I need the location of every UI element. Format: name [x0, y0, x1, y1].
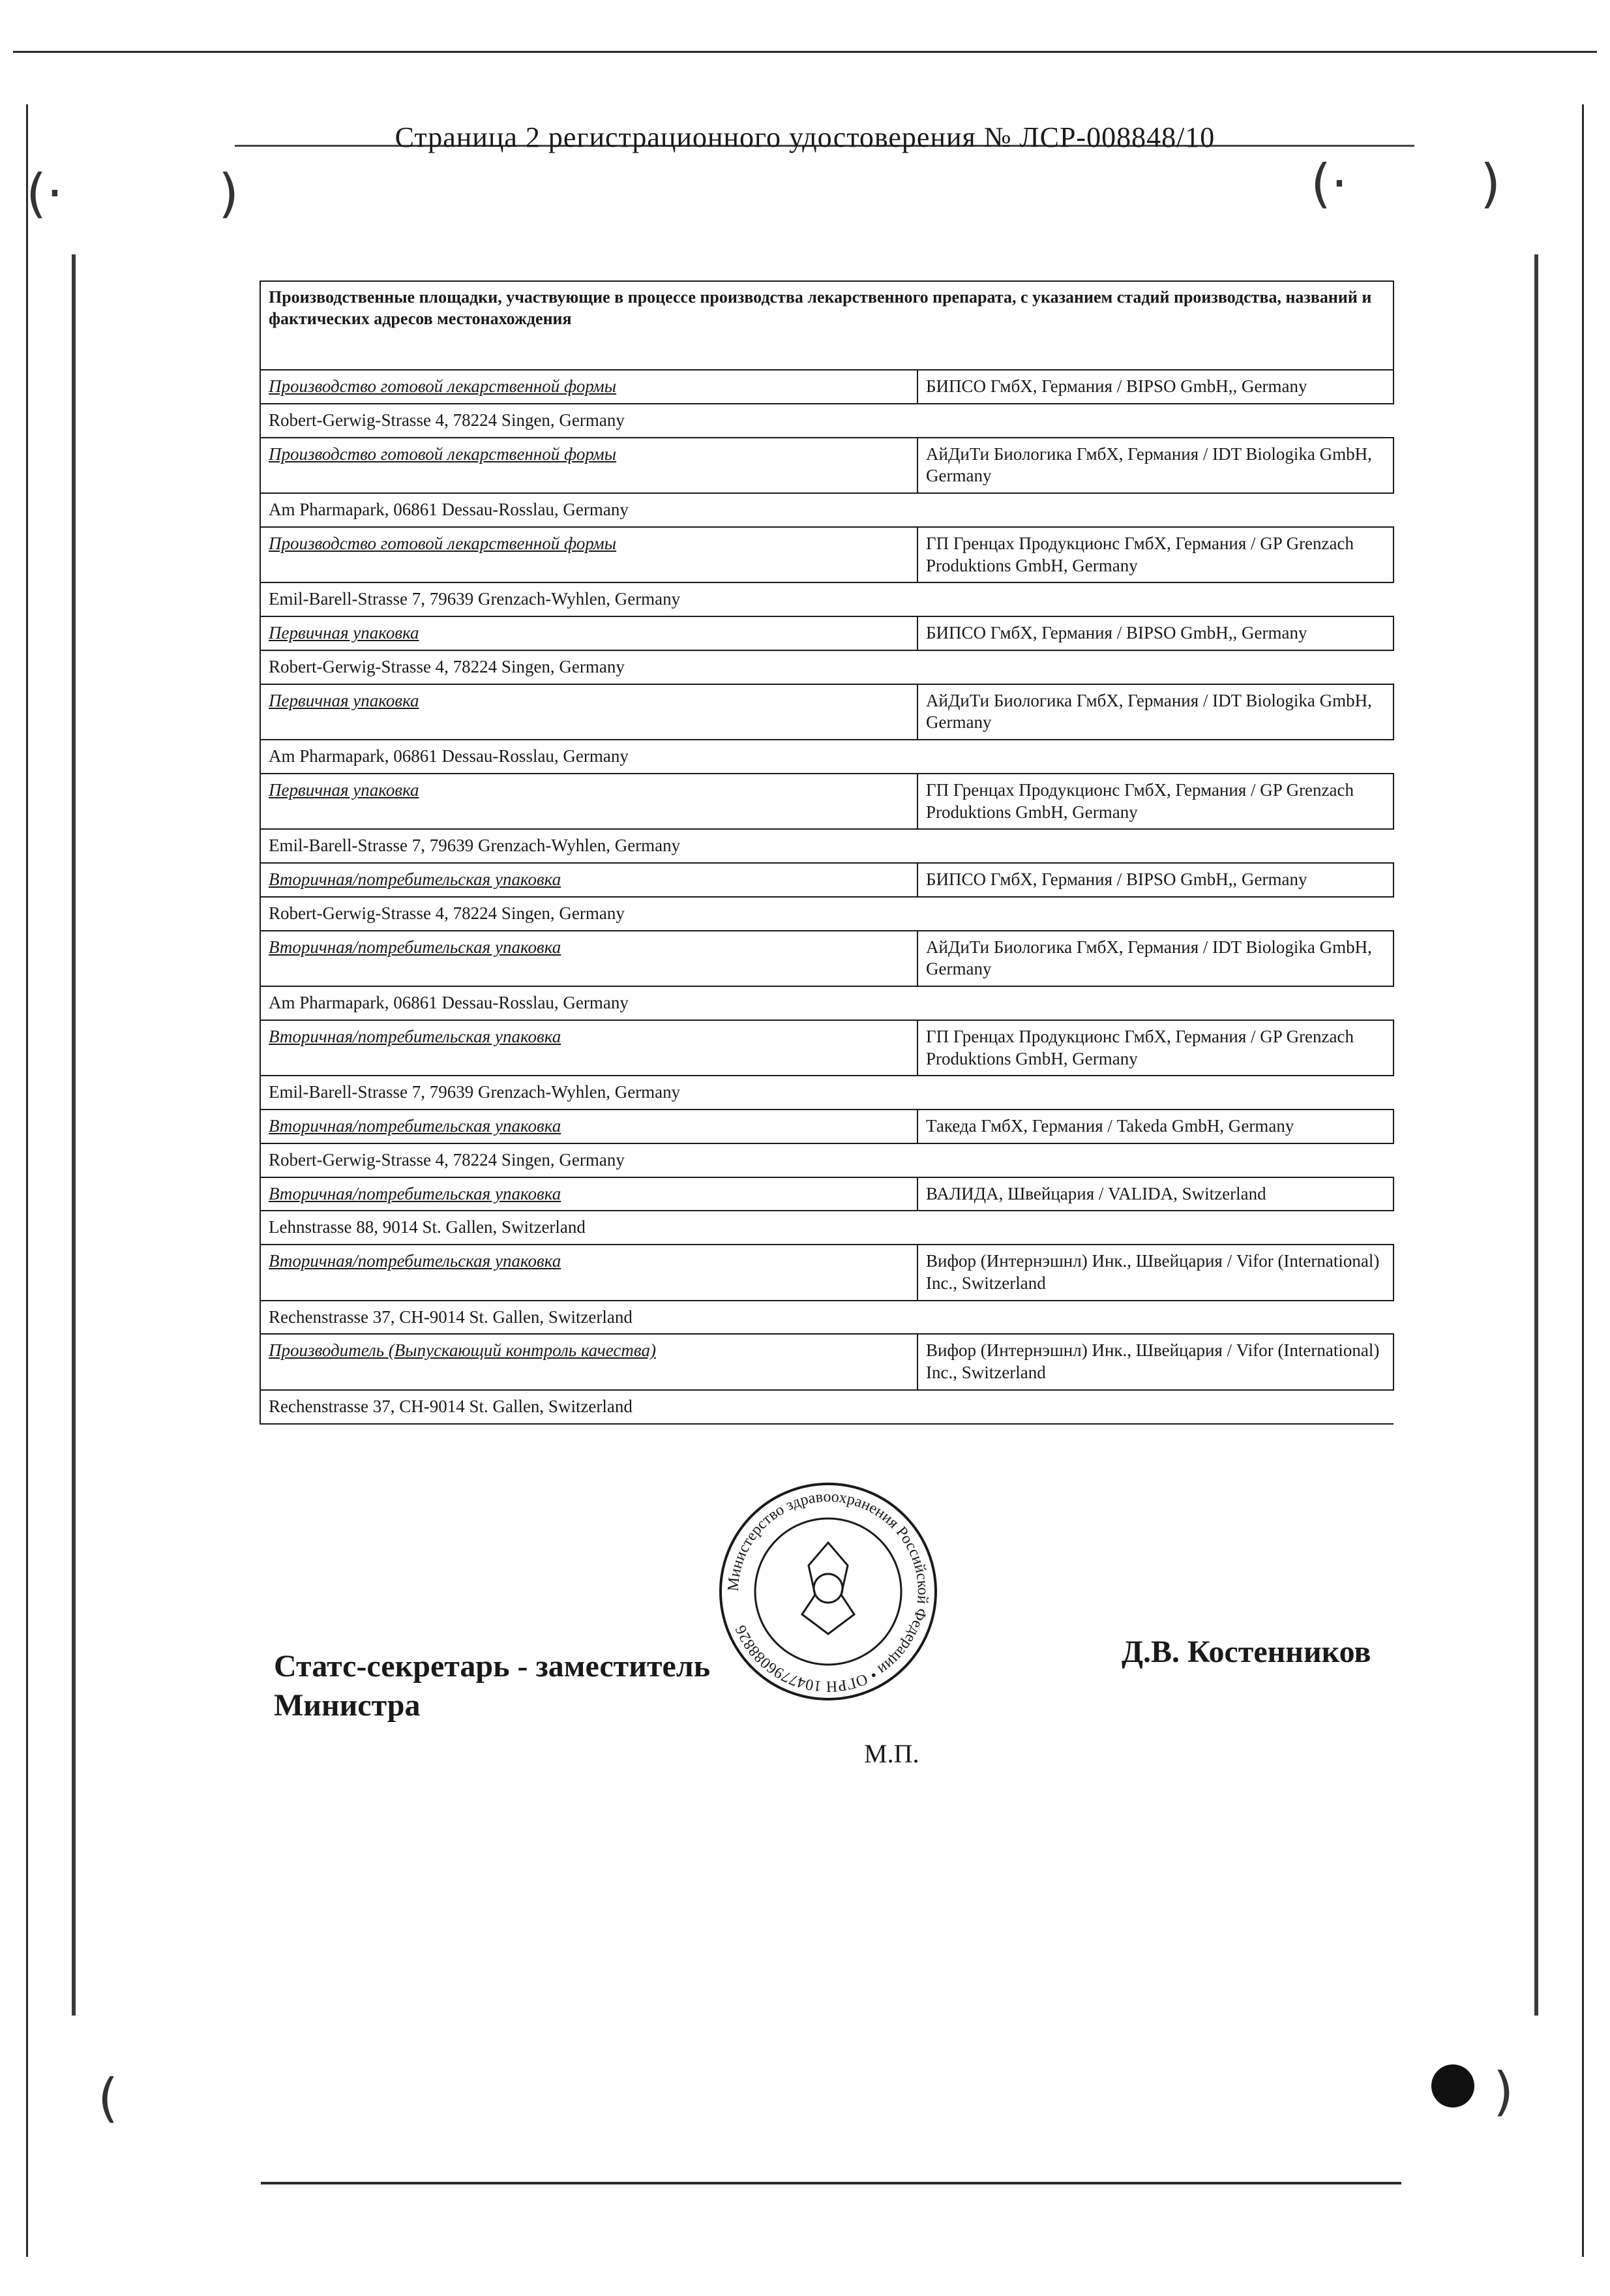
company-cell: АйДиТи Биологика ГмбХ, Германия / IDT Biologika GmbH, Germany: [917, 684, 1394, 740]
production-stage-cell: Производство готовой лекарственной формы: [260, 438, 917, 494]
address-cell: Robert-Gerwig-Strasse 4, 78224 Singen, Germany: [260, 404, 1394, 438]
company-cell: ГП Гренцах Продукционс ГмбХ, Германия / GP Grenzach Produktions GmbH, Germany: [917, 1020, 1394, 1076]
seal-inner-ring: [755, 1518, 901, 1665]
address-cell: Emil-Barell-Strasse 7, 79639 Grenzach-Wyhlen, Germany: [260, 582, 1394, 616]
address-row: [260, 1211, 1394, 1245]
table-row: [260, 370, 1394, 404]
table-row: [260, 774, 1394, 830]
address-row: [260, 829, 1394, 863]
address-cell: Emil-Barell-Strasse 7, 79639 Grenzach-Wyhlen, Germany: [260, 1076, 1394, 1110]
company-cell: БИПСО ГмбХ, Германия / BIPSO GmbH,, Germany: [917, 370, 1394, 404]
signatory-position-line-2: Министра: [274, 1688, 421, 1723]
table-row: [260, 616, 1394, 650]
table-row: [260, 1334, 1394, 1390]
address-cell: Emil-Barell-Strasse 7, 79639 Grenzach-Wyhlen, Germany: [260, 829, 1394, 863]
production-stage-cell: Производство готовой лекарственной формы: [260, 527, 917, 583]
manufacturing-sites-table: [260, 280, 1394, 1425]
address-cell: Robert-Gerwig-Strasse 4, 78224 Singen, Germany: [260, 650, 1394, 684]
production-stage-cell: Первичная упаковка: [260, 684, 917, 740]
bottom-left-punch-mark: (: [98, 2068, 119, 2128]
address-row: [260, 1076, 1394, 1110]
production-stage-cell: Вторичная/потребительская упаковка: [260, 1110, 917, 1143]
address-cell: Am Pharmapark, 06861 Dessau-Rosslau, Germany: [260, 740, 1394, 774]
company-cell: АйДиТи Биологика ГмбХ, Германия / IDT Biologika GmbH, Germany: [917, 438, 1394, 494]
seal-outer-ring: [721, 1484, 936, 1699]
production-stage-cell: Производитель (Выпускающий контроль качества): [260, 1334, 917, 1390]
left-punch-mark: (·: [26, 163, 63, 224]
address-row: [260, 897, 1394, 931]
official-seal: [717, 1481, 939, 1702]
left-page-edge: [26, 104, 28, 2257]
bottom-page-edge: [261, 2182, 1401, 2184]
table-row: [260, 1110, 1394, 1143]
production-stage-cell: Производство готовой лекарственной формы: [260, 370, 917, 404]
address-cell: Rechenstrasse 37, CH-9014 St. Gallen, Switzerland: [260, 1390, 1394, 1424]
address-row: [260, 1143, 1394, 1177]
address-row: [260, 740, 1394, 774]
production-stage-cell: Вторичная/потребительская упаковка: [260, 863, 917, 897]
address-cell: Am Pharmapark, 06861 Dessau-Rosslau, Germany: [260, 986, 1394, 1020]
company-cell: БИПСО ГмбХ, Германия / BIPSO GmbH,, Germany: [917, 863, 1394, 897]
signatory-position: [274, 1647, 710, 1725]
bottom-right-punch-mark: ): [1493, 2061, 1514, 2122]
left-inner-border: [72, 254, 76, 2016]
company-cell: БИПСО ГмбХ, Германия / BIPSO GmbH,, Germany: [917, 616, 1394, 650]
address-row: [260, 1390, 1394, 1424]
table-row: [260, 527, 1394, 583]
signatory-name: Д.В. Костенников: [1122, 1635, 1371, 1669]
production-stage-cell: Вторичная/потребительская упаковка: [260, 931, 917, 987]
page-title: Страница 2 регистрационного удостоверения № ЛСР-008848/10: [395, 121, 1215, 153]
left-punch-mark-close: ): [218, 163, 239, 224]
seal-stamp-label: М.П.: [864, 1739, 919, 1768]
production-stage-cell: Вторичная/потребительская упаковка: [260, 1177, 917, 1211]
address-cell: Rechenstrasse 37, CH-9014 St. Gallen, Switzerland: [260, 1301, 1394, 1335]
address-cell: Lehnstrasse 88, 9014 St. Gallen, Switzerland: [260, 1211, 1394, 1245]
table-row: [260, 684, 1394, 740]
address-row: [260, 404, 1394, 438]
top-page-edge: [13, 51, 1597, 53]
address-cell: Robert-Gerwig-Strasse 4, 78224 Singen, Germany: [260, 1143, 1394, 1177]
address-row: [260, 986, 1394, 1020]
address-row: [260, 582, 1394, 616]
address-row: [260, 493, 1394, 527]
production-stage-cell: Первичная упаковка: [260, 616, 917, 650]
address-row: [260, 1301, 1394, 1335]
address-row: [260, 650, 1394, 684]
table-row: [260, 1245, 1394, 1301]
production-stage-cell: Первичная упаковка: [260, 774, 917, 830]
seal-outer-text: Министерство здравоохранения Российской Федерации • ОГРН 1047796088826: [724, 1488, 932, 1695]
address-cell: Robert-Gerwig-Strasse 4, 78224 Singen, Germany: [260, 897, 1394, 931]
seal-emblem: [802, 1543, 854, 1634]
right-page-edge: [1582, 104, 1584, 2257]
company-cell: ГП Гренцах Продукционс ГмбХ, Германия / GP Grenzach Produktions GmbH, Germany: [917, 774, 1394, 830]
signatory-position-line-1: Статс-секретарь - заместитель: [274, 1649, 711, 1684]
right-inner-border: [1534, 254, 1538, 2016]
production-stage-cell: Вторичная/потребительская упаковка: [260, 1245, 917, 1301]
company-cell: Вифор (Интернэшнл) Инк., Швейцария / Vifor (International) Inc., Switzerland: [917, 1245, 1394, 1301]
company-cell: Такеда ГмбХ, Германия / Takeda GmbH, Germany: [917, 1110, 1394, 1143]
table-row: [260, 931, 1394, 987]
table-row: [260, 863, 1394, 897]
hole-punch-dot: [1431, 2064, 1474, 2107]
company-cell: ВАЛИДА, Швейцария / VALIDA, Switzerland: [917, 1177, 1394, 1211]
table-header: Производственные площадки, участвующие в процессе производства лекарственного препарата, с указанием стадий производства, названий и фактических адресов местонахождения: [260, 281, 1394, 370]
table-row: [260, 438, 1394, 494]
company-cell: ГП Гренцах Продукционс ГмбХ, Германия / GP Grenzach Produktions GmbH, Germany: [917, 527, 1394, 583]
right-punch-mark: (·: [1311, 153, 1348, 214]
table-header-row: [260, 281, 1394, 370]
table-row: [260, 1020, 1394, 1076]
address-cell: Am Pharmapark, 06861 Dessau-Rosslau, Germany: [260, 493, 1394, 527]
table-row: [260, 1177, 1394, 1211]
company-cell: АйДиТи Биологика ГмбХ, Германия / IDT Biologika GmbH, Germany: [917, 931, 1394, 987]
company-cell: Вифор (Интернэшнл) Инк., Швейцария / Vifor (International) Inc., Switzerland: [917, 1334, 1394, 1390]
production-stage-cell: Вторичная/потребительская упаковка: [260, 1020, 917, 1076]
right-punch-mark-close: ): [1480, 153, 1501, 214]
